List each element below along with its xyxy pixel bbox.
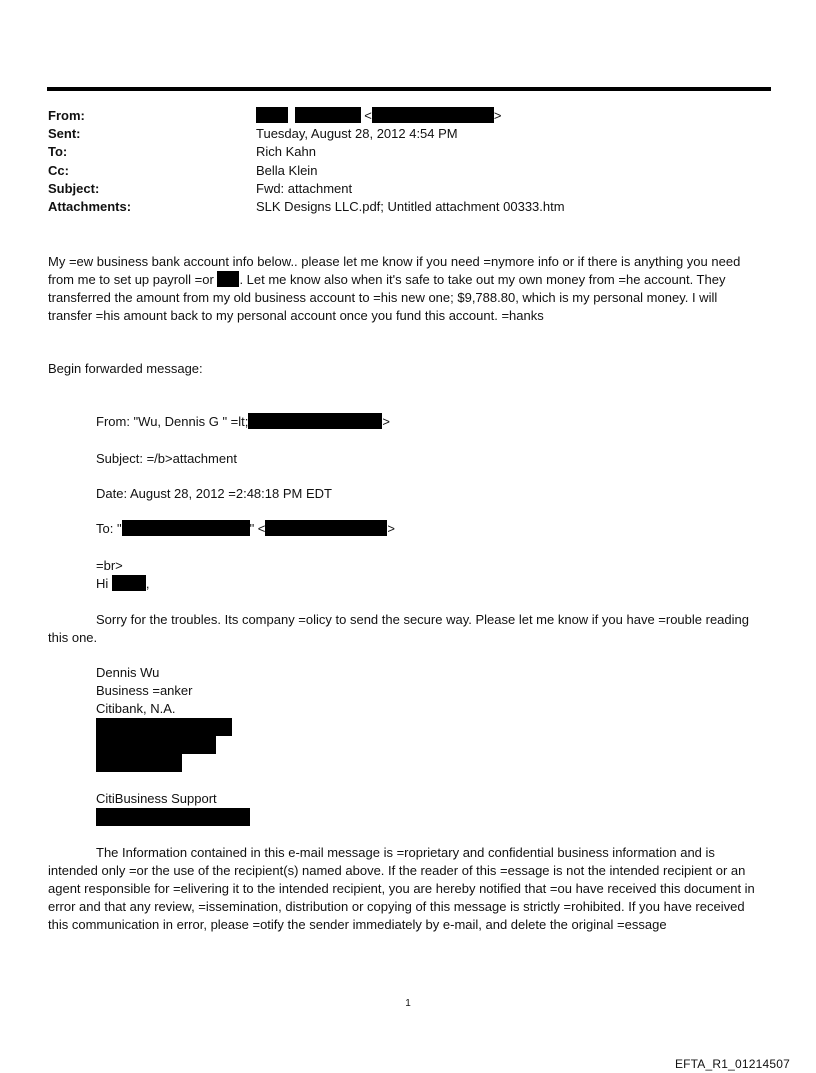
- redaction-box: [256, 107, 288, 123]
- header-row-subject: [48, 180, 768, 198]
- header-divider: [47, 87, 771, 91]
- confidentiality-disclaimer: The Information contained in this e-mail message is =roprietary and confidential business information and is intended only =or the use of the recipient(s) named above. If the reader of this =essage is not the intended recipient or an agent responsible for =elivering it to the intended recipient, you are hereby notified that =ou have received this document in error and that any review, =issemination, distribution or copying of this message is strictly =rohibited. If you have received this communication in error, please =otify the sender immediately by e-mail, and delete the original =essage: [48, 845, 755, 932]
- redaction-box: [217, 271, 239, 287]
- redaction-box: [248, 413, 382, 429]
- fwd-br-line: =br>: [96, 558, 123, 573]
- header-row-from: [48, 107, 768, 125]
- signature-block: [96, 664, 756, 772]
- greeting-suffix: ,: [145, 576, 150, 591]
- signature-company: Citibank, N.A.: [96, 701, 176, 716]
- body-paragraph: [48, 253, 764, 325]
- attachments-value[interactable]: SLK Designs LLC.pdf; Untitled attachment 00333.htm: [256, 198, 565, 214]
- from-gt: >: [493, 108, 502, 123]
- fwd-subject-line: Subject: =/b>attachment: [96, 451, 237, 466]
- fwd-to-line: [96, 520, 756, 538]
- begin-forwarded-label: Begin forwarded message:: [48, 361, 203, 376]
- support-label: CitiBusiness Support: [96, 791, 217, 806]
- fwd-sorry-paragraph: Sorry for the troubles. Its company =olicy to send the secure way. Please let me know if you have =rouble reading this one.: [48, 612, 749, 645]
- page-number: 1: [405, 998, 411, 1009]
- fwd-from-prefix: From: "Wu, Dennis G " =lt;: [96, 414, 249, 429]
- redaction-box: [372, 107, 494, 123]
- email-header: [48, 107, 768, 216]
- subject-value: Fwd: attachment: [256, 180, 353, 196]
- fwd-from-suffix: >: [382, 414, 390, 429]
- redaction-box: [96, 718, 232, 736]
- cc-label: Cc:: [48, 162, 69, 178]
- from-value: [256, 107, 768, 125]
- from-label: From:: [48, 108, 85, 123]
- redaction-box: [96, 808, 250, 826]
- subject-label: Subject:: [48, 180, 100, 196]
- signature-title: Business =anker: [96, 683, 193, 698]
- redaction-box: [112, 575, 146, 591]
- fwd-to-prefix: To: ": [96, 521, 122, 536]
- from-lt: <: [364, 108, 372, 123]
- fwd-to-suffix: >: [387, 521, 395, 536]
- cc-value: Bella Klein: [256, 162, 318, 178]
- to-value: Rich Kahn: [256, 144, 316, 160]
- document-id: EFTA_R1_01214507: [674, 1057, 790, 1071]
- signature-name: Dennis Wu: [96, 665, 160, 680]
- header-row-sent: [48, 125, 768, 143]
- header-row-to: [48, 143, 768, 161]
- redaction-box: [96, 736, 216, 754]
- sent-value: Tuesday, August 28, 2012 4:54 PM: [256, 126, 458, 142]
- fwd-from-line: [96, 413, 756, 431]
- fwd-greeting: [96, 575, 756, 593]
- body-text-part2: . Let me know also when it's safe to take out my own money from =he account. They transferred the amount from my old business account to =his new one; $9,788.80, which is my personal money. I will transfer =his amount back to my personal account once you fund this account. =hanks: [48, 272, 726, 323]
- attachments-label: Attachments:: [48, 198, 132, 214]
- redaction-box: [295, 107, 361, 123]
- support-block: [96, 790, 756, 826]
- fwd-to-mid: " <: [249, 521, 266, 536]
- header-row-cc: [48, 162, 768, 180]
- redaction-box: [265, 520, 387, 536]
- to-label: To:: [48, 144, 68, 160]
- fwd-date-line: Date: August 28, 2012 =2:48:18 PM EDT: [96, 486, 332, 501]
- sent-label: Sent:: [48, 126, 81, 142]
- greeting-prefix: Hi: [96, 576, 112, 591]
- header-row-attachments: [48, 198, 768, 216]
- redaction-box: [96, 754, 182, 772]
- redaction-box: [122, 520, 250, 536]
- body-text-part1: My =ew business bank account info below.. please let me know if you need =nymore info or if there is anything you need from me to set up payroll =or: [48, 254, 741, 287]
